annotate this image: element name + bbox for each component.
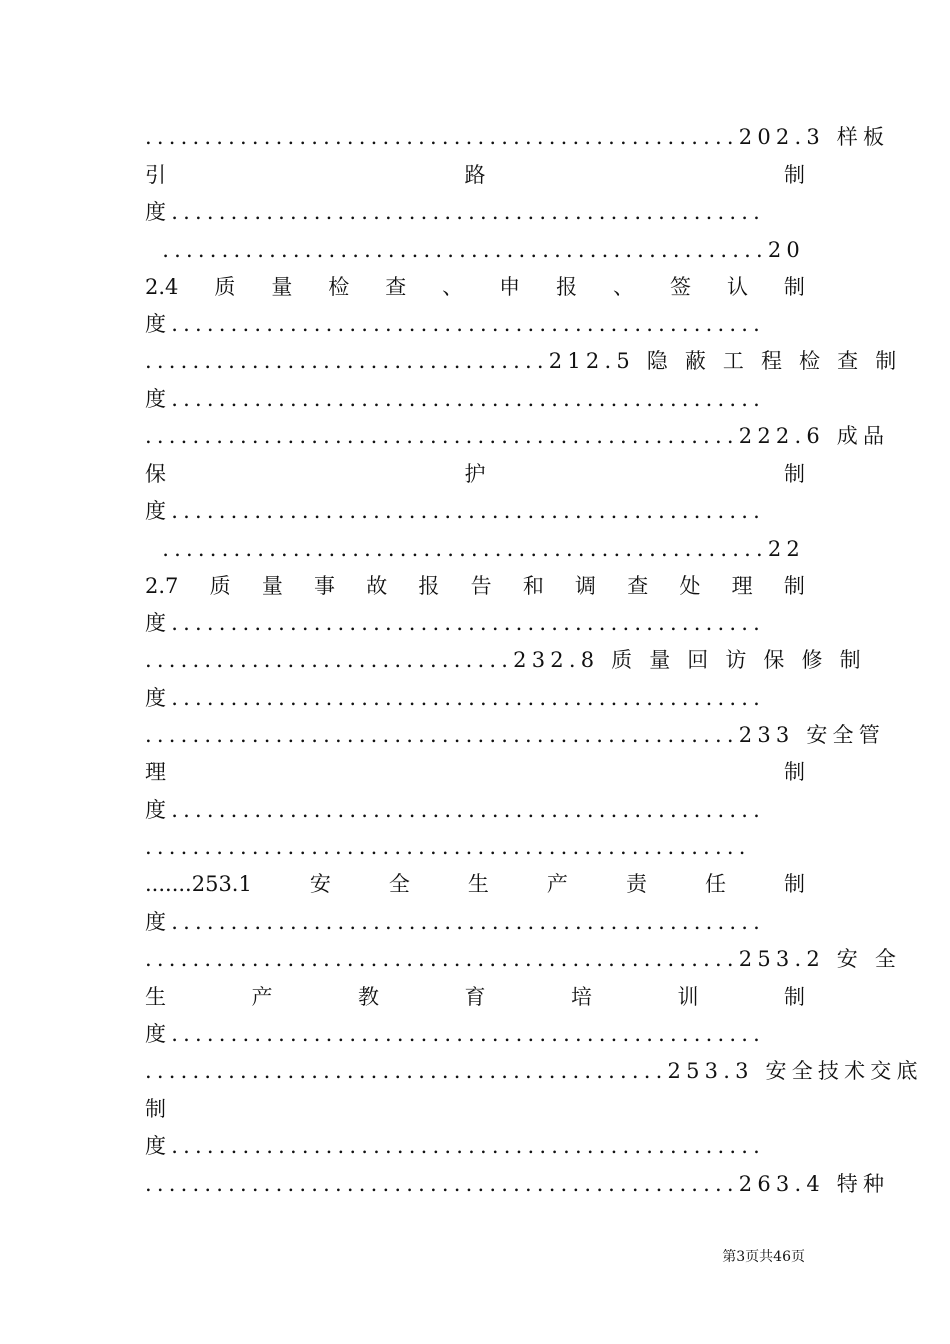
toc-line: 度.................................................. (145, 200, 765, 224)
toc-line: ..................................................253.2 安 全 (145, 947, 902, 971)
toc-line: ..................................................202.3 样板 (145, 125, 890, 149)
toc-word: 产 (546, 872, 568, 896)
toc-line: ...................................................22 (162, 537, 805, 561)
toc-word: 制 (784, 163, 805, 187)
toc-word: 安 (309, 872, 331, 896)
toc-word: 培 (571, 985, 592, 1009)
toc-line (145, 870, 805, 898)
toc-line: 度.................................................. (145, 798, 765, 822)
toc-line (145, 161, 805, 189)
toc-word: .......253.1 (145, 872, 252, 896)
toc-line: 度.................................................. (145, 1022, 765, 1046)
toc-line: ............................................253.3 安全技术交底 (145, 1059, 923, 1083)
toc-word: 制 (783, 275, 805, 299)
toc-line: 度.................................................. (145, 312, 765, 336)
toc-word: 2.4 (145, 275, 179, 299)
page-number-footer: 第3页共46页 (722, 1249, 805, 1265)
toc-word: 处 (679, 574, 701, 598)
toc-word: 生 (467, 872, 489, 896)
toc-word: 制 (783, 872, 805, 896)
toc-line (145, 273, 805, 301)
toc-word: 量 (271, 275, 293, 299)
toc-line: ..................................................233 安全管 (145, 723, 885, 747)
toc-word: 引 (145, 163, 166, 187)
toc-line (145, 572, 805, 600)
toc-line: ..................................................263.4 特种 (145, 1172, 890, 1196)
toc-word: 制 (783, 574, 805, 598)
toc-line: 度.................................................. (145, 1134, 765, 1158)
toc-line (145, 758, 805, 786)
toc-line: 度.................................................. (145, 611, 765, 635)
toc-word: 产 (251, 985, 273, 1009)
toc-word: 质 (214, 275, 236, 299)
toc-word: 查 (385, 275, 407, 299)
toc-word: 检 (328, 275, 350, 299)
toc-word: 生 (145, 985, 166, 1009)
toc-line: ...............................232.8 质 量 回 访 保 修 制 (145, 648, 866, 672)
toc-word: 护 (464, 462, 486, 486)
toc-word: 任 (704, 872, 726, 896)
toc-line: 度.................................................. (145, 387, 765, 411)
toc-word: 故 (366, 574, 388, 598)
toc-line: ..................................................222.6 成品 (145, 424, 890, 448)
toc-word: 制 (784, 985, 805, 1009)
toc-word: 申 (499, 275, 521, 299)
toc-word: 告 (470, 574, 492, 598)
toc-word: 签 (669, 275, 691, 299)
toc-line: ..................................212.5 隐 蔽 工 程 检 查 制 (145, 349, 902, 373)
toc-line: 度.................................................. (145, 499, 765, 523)
toc-word: 制 (784, 760, 805, 784)
toc-line (145, 460, 805, 488)
toc-word: 育 (464, 985, 486, 1009)
toc-word: 路 (464, 163, 486, 187)
toc-word: 、 (442, 275, 464, 299)
toc-line: ...................................................20 (162, 238, 805, 262)
toc-word: 和 (522, 574, 544, 598)
toc-word: 质 (209, 574, 231, 598)
toc-word: 教 (358, 985, 379, 1009)
toc-word: 报 (418, 574, 440, 598)
toc-word: 认 (726, 275, 748, 299)
toc-word: 理 (145, 760, 166, 784)
toc-word: 训 (677, 985, 699, 1009)
toc-word: 保 (145, 462, 166, 486)
toc-word: 、 (613, 275, 635, 299)
toc-line (145, 983, 805, 1011)
toc-word: 全 (388, 872, 410, 896)
toc-word: 理 (731, 574, 753, 598)
toc-word: 量 (261, 574, 283, 598)
toc-word: 查 (627, 574, 649, 598)
toc-line: 制 (145, 1097, 172, 1121)
toc-word: 责 (625, 872, 647, 896)
toc-line: 度.................................................. (145, 910, 765, 934)
toc-word: 报 (556, 275, 578, 299)
toc-word: 2.7 (145, 574, 179, 598)
toc-word: 调 (575, 574, 597, 598)
toc-line: 度.................................................. (145, 686, 765, 710)
toc-word: 制 (784, 462, 805, 486)
toc-line: ................................................... (145, 835, 751, 859)
toc-word: 事 (314, 574, 336, 598)
